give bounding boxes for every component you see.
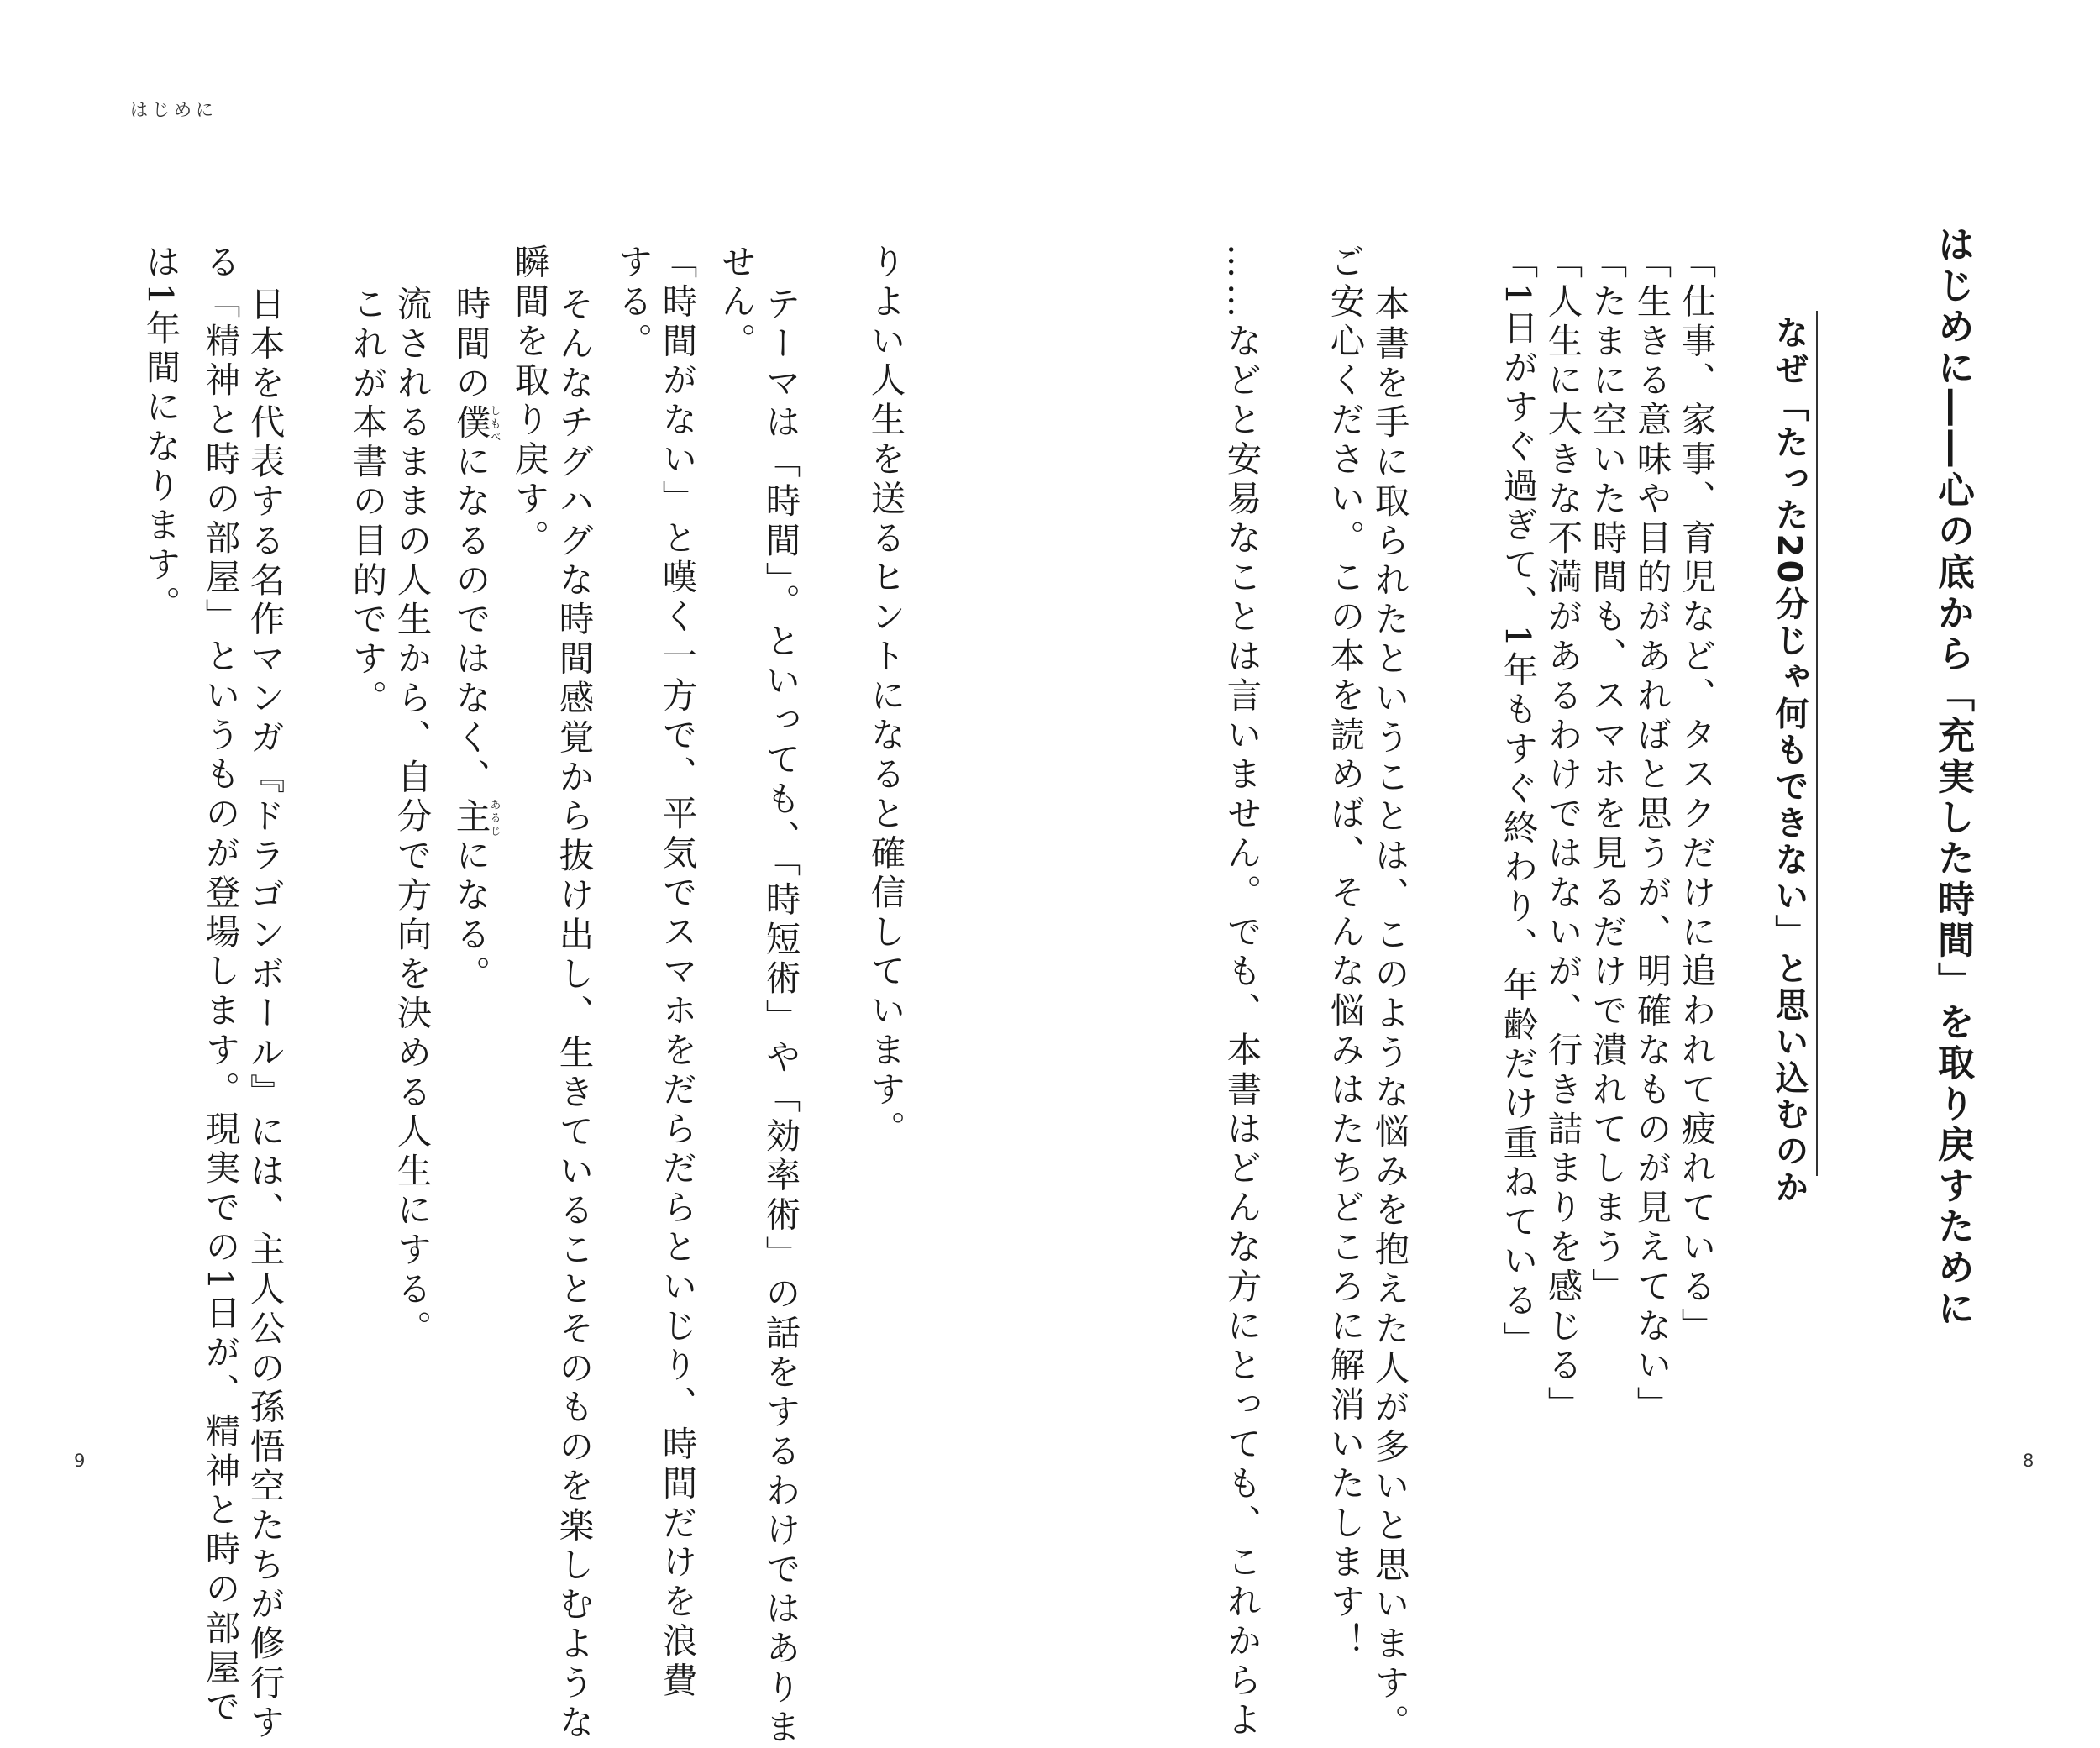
body-line: 「生きる意味や目的があればと思うが、明確なものが見えてない」 <box>1630 244 1672 1425</box>
body-line: ご安心ください。この本を読めば、そんな悩みはたちどころに解消いたします！ <box>1324 244 1366 1662</box>
ruby-annotation <box>449 403 501 444</box>
body-line: りよい人生を送るヒントになると確信しています。 <box>864 244 906 1150</box>
body-line: 「1日がすぐ過ぎて、1年もすぐ終わり、年齢だけ重ねている」 <box>1497 244 1539 1361</box>
body-line: 「時間がない」と嘆く一方で、平気でスマホをだらだらといじり、時間だけを浪費 <box>656 244 698 1702</box>
body-line: そんなチグハグな時間感覚から抜け出し、生きていることそのものを楽しむような <box>553 286 595 1744</box>
text-run: になる。 <box>449 837 491 995</box>
body-line: 流されるままの人生から、自分で方向を決める人生にする。 <box>391 286 433 1350</box>
page-number-right: 8 <box>2023 1451 2034 1471</box>
body-line: 「たまに空いた時間も、スマホを見るだけで潰れてしまう」 <box>1586 244 1628 1308</box>
ruby-base: 僕 <box>449 403 491 444</box>
ruby-reading: あるじ <box>487 797 501 837</box>
ruby-annotation <box>449 797 501 837</box>
body-line-with-ruby <box>449 286 501 995</box>
ruby-reading: しもべ <box>487 403 501 444</box>
body-line: 本書を手に取られたということは、このような悩みを抱えた人が多いと思います。 <box>1368 286 1410 1744</box>
chapter-title: はじめに――心の底から「充実した時間」を取り戻すために <box>1931 225 1974 1330</box>
body-line: テーマは「時間」。といっても、「時短術」や「効率術」の話をするわけではありま <box>759 286 801 1748</box>
ruby-base: 主 <box>449 797 491 837</box>
body-line: 「人生に大きな不満があるわけではないが、行き詰まりを感じる」 <box>1541 244 1583 1425</box>
body-line: せん。 <box>715 244 757 362</box>
body-line: 瞬間を取り戻す。 <box>508 244 550 559</box>
body-line: 日本を代表する名作マンガ『ドラゴンボール』には、主人公の孫悟空たちが修行す <box>244 286 286 1744</box>
running-header: はじめに <box>130 100 218 120</box>
body-line: これが本書の目的です。 <box>346 286 388 719</box>
text-run: になるのではなく、 <box>449 443 491 798</box>
body-line: する。 <box>612 244 654 362</box>
body-line: は1年間になります。 <box>139 244 181 625</box>
subtitle-rule <box>1816 311 1818 1176</box>
body-line: 「仕事、家事、育児など、タスクだけに追われて疲れている」 <box>1675 244 1717 1347</box>
body-line: る「精神と時の部屋」というものが登場します。現実での1日が、精神と時の部屋で <box>199 244 241 1729</box>
body-line: ……などと安易なことは言いません。でも、本書はどんな方にとっても、これからよ <box>1221 244 1263 1741</box>
page-number-left: 9 <box>74 1451 86 1471</box>
text-run: 時間の <box>449 286 491 404</box>
chapter-subtitle: なぜ「たった20分じゃ何もできない」と思い込むのか <box>1770 315 1809 1206</box>
